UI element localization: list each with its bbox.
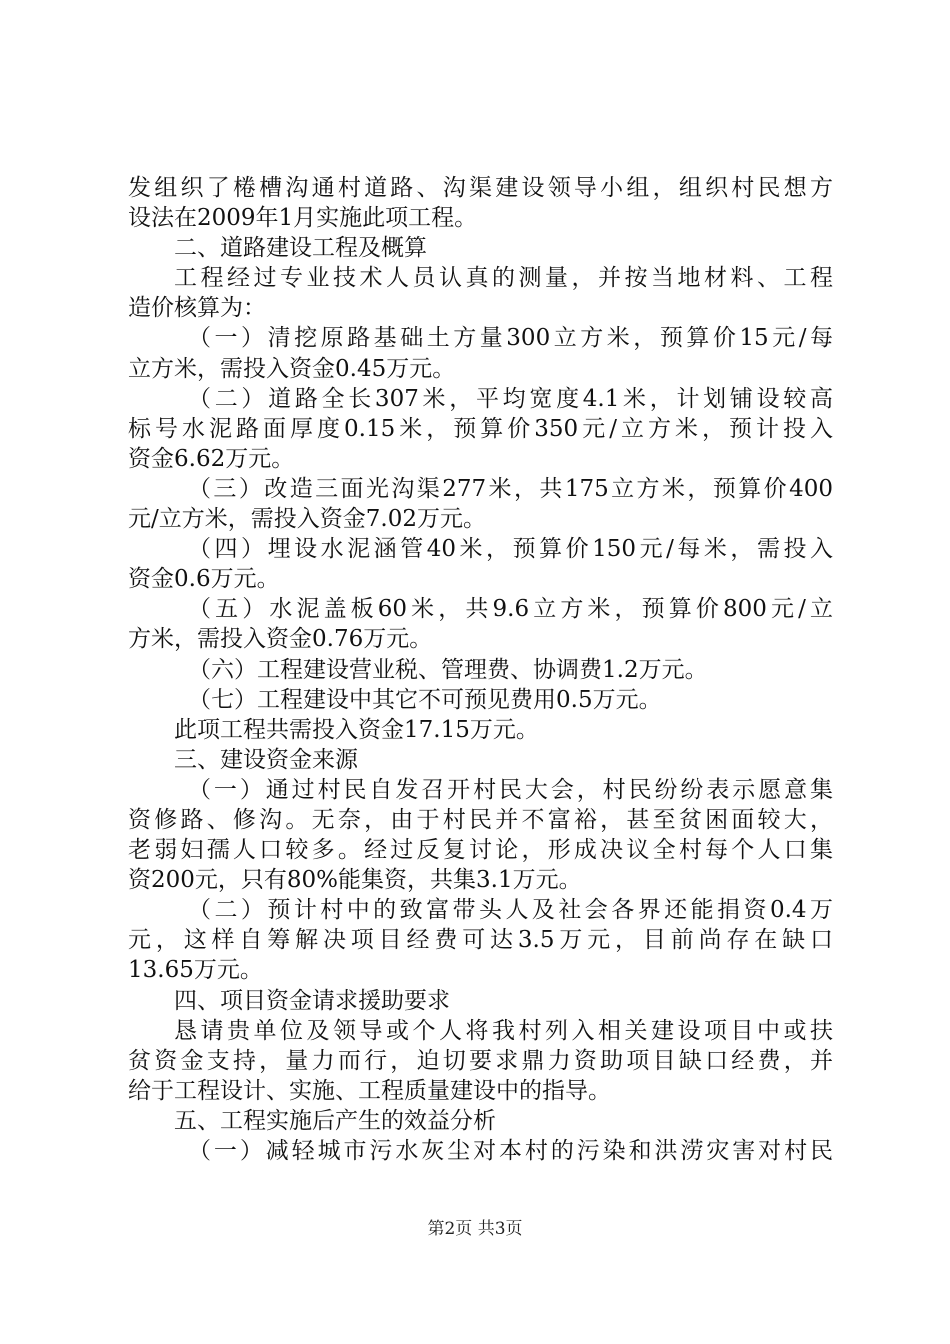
section-heading: 四、项目资金请求援助要求 — [174, 987, 450, 1014]
section-heading: 二、道路建设工程及概算 — [174, 235, 427, 262]
paragraph-line: （一）通过村民自发召开村民大会，村民纷纷表示愿意集 — [188, 776, 833, 803]
paragraph-line: 资修路、修沟。无奈，由于村民并不富裕，甚至贫困面较大， — [128, 806, 833, 833]
paragraph-line: （五）水泥盖板60米，共9.6立方米，预算价800元/立 — [188, 596, 833, 623]
paragraph-line: 发组织了棬槽沟通村道路、沟渠建设领导小组，组织村民想方 — [128, 175, 833, 201]
paragraph-line: 资金6.62万元。 — [128, 445, 295, 472]
paragraph-line: 老弱妇孺人口较多。经过反复讨论，形成决议全村每个人口集 — [128, 837, 833, 864]
paragraph-line: 立方米，需投入资金0.45万元。 — [128, 355, 456, 382]
paragraph-line: （四）埋设水泥涵管40米，预算价150元/每米，需投入 — [188, 536, 833, 563]
paragraph-line: （二）预计村中的致富带头人及社会各界还能捐资0.4万 — [188, 897, 833, 924]
paragraph-line: （三）改造三面光沟渠277米，共175立方米，预算价400 — [188, 475, 833, 502]
paragraph-line: （一）减轻城市污水灰尘对本村的污染和洪涝灾害对村民 — [188, 1138, 833, 1164]
paragraph-line: （七）工程建设中其它不可预见费用0.5万元。 — [188, 686, 662, 713]
paragraph-line: 标号水泥路面厚度0.15米，预算价350元/立方米，预计投入 — [128, 415, 833, 442]
paragraph-line: 元/立方米，需投入资金7.02万元。 — [128, 506, 486, 533]
paragraph-line: 此项工程共需投入资金17.15万元。 — [174, 716, 539, 743]
paragraph-line: 方米，需投入资金0.76万元。 — [128, 626, 433, 653]
paragraph-line: 13.65万元。 — [128, 957, 263, 984]
paragraph-line: 设法在2009年1月实施此项工程。 — [128, 205, 478, 232]
paragraph-line: 恳请贵单位及领导或个人将我村列入相关建设项目中或扶 — [174, 1017, 833, 1044]
paragraph-line: 元，这样自筹解决项目经费可达3.5万元，目前尚存在缺口 — [128, 927, 833, 954]
section-heading: 五、工程实施后产生的效益分析 — [174, 1107, 496, 1134]
paragraph-line: （六）工程建设营业税、管理费、协调费1.2万元。 — [188, 656, 708, 683]
paragraph-line: （二）道路全长307米，平均宽度4.1米，计划铺设较高 — [188, 385, 833, 412]
paragraph-line: （一）清挖原路基础土方量300立方米，预算价15元/每 — [188, 325, 833, 352]
paragraph-line: 资金0.6万元。 — [128, 566, 280, 593]
paragraph-line: 资200元，只有80%能集资，共集3.1万元。 — [128, 867, 582, 894]
page-footer: 第2页 共3页 — [427, 1219, 523, 1239]
paragraph-line: 工程经过专业技术人员认真的测量，并按当地材料、工程 — [174, 265, 833, 292]
paragraph-line: 造价核算为： — [128, 295, 266, 322]
paragraph-line: 贫资金支持，量力而行，迫切要求鼎力资助项目缺口经费，并 — [128, 1047, 833, 1074]
paragraph-line: 给于工程设计、实施、工程质量建设中的指导。 — [128, 1077, 611, 1104]
document-body — [128, 173, 833, 1166]
section-heading: 三、建设资金来源 — [174, 746, 358, 773]
